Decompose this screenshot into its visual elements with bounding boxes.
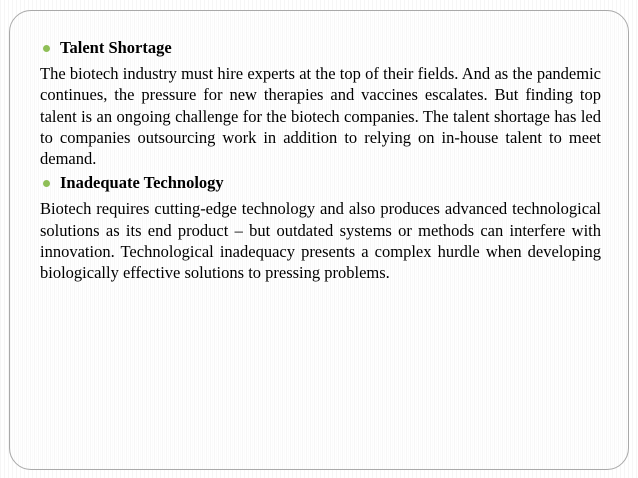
bullet-icon: [43, 45, 50, 52]
slide-content: [40, 36, 601, 286]
section-heading-inadequate-technology: [43, 171, 601, 195]
bullet-icon: [43, 180, 50, 187]
paragraph-talent-shortage: The biotech industry must hire experts at the top of their fields. And as the pandemic continues, the pressure for new therapies and vaccines escalates. But finding top talent is an ongoing challenge for the biotech companies. The talent shortage has led to companies outsourcing work in addition to relying on in-house talent to meet demand.: [40, 64, 601, 169]
paragraph-inadequate-technology: Biotech requires cutting-edge technology and also produces advanced technological solutions as its end product – but outdated systems or methods can interfere with innovation. Technological inadequacy presents a complex hurdle when developing biologically effective solutions to pressing problems.: [40, 199, 601, 283]
heading-text: Inadequate Technology: [60, 173, 224, 193]
section-heading-talent-shortage: [43, 36, 601, 60]
heading-text: Talent Shortage: [60, 38, 172, 57]
